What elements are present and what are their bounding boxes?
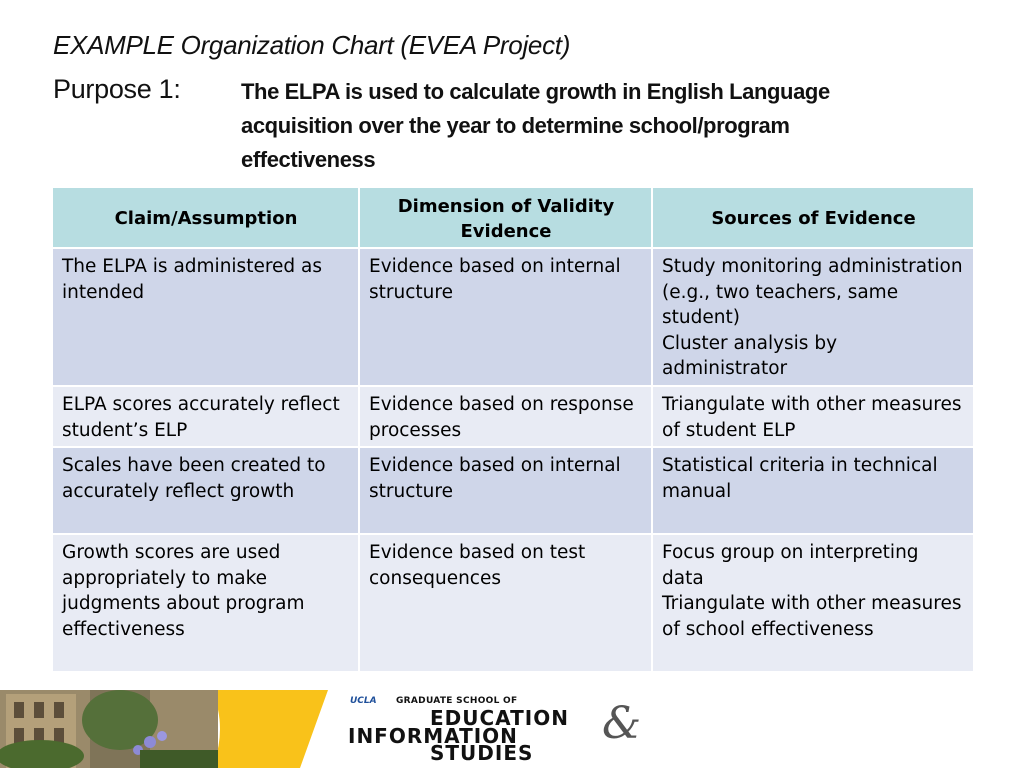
source-item: Triangulate with other measures of school effectiveness <box>662 593 962 640</box>
sources-cell <box>652 386 974 447</box>
dimension-cell: Evidence based on response processes <box>359 386 652 447</box>
purpose-text: The ELPA is used to calculate growth in English Language acquisition over the year to determine school/program effectiveness <box>241 79 830 172</box>
sources-cell <box>652 447 974 534</box>
sources-cell <box>652 534 974 672</box>
logo-studies-text: STUDIES <box>430 741 534 765</box>
campus-photo-art <box>0 690 218 768</box>
header-sources: Sources of Evidence <box>652 187 974 248</box>
sources-cell <box>652 248 974 386</box>
purpose-label: Purpose 1: <box>53 74 181 104</box>
table-header-row <box>52 187 974 248</box>
logo-education-text: EDUCATION <box>430 706 569 730</box>
logo-ampersand: & <box>602 698 642 749</box>
table-row <box>52 386 974 447</box>
source-item: Study monitoring administration (e.g., two teachers, same student) <box>662 256 963 328</box>
evidence-table <box>51 186 975 673</box>
gold-band-shape <box>212 690 328 768</box>
evidence-table-container <box>51 186 973 673</box>
dimension-cell: Evidence based on internal structure <box>359 447 652 534</box>
claim-cell: Growth scores are used appropriately to make judgments about program effectiveness <box>52 534 359 672</box>
table-row <box>52 447 974 534</box>
gseis-logo <box>344 694 674 764</box>
claim-cell: The ELPA is administered as intended <box>52 248 359 386</box>
claim-cell: Scales have been created to accurately reflect growth <box>52 447 359 534</box>
table-row <box>52 534 974 672</box>
dimension-cell: Evidence based on test consequences <box>359 534 652 672</box>
table-row <box>52 248 974 386</box>
logo-information-text: INFORMATION <box>348 724 518 748</box>
source-item: Focus group on interpreting data <box>662 542 919 589</box>
claim-cell: ELPA scores accurately reflect student’s ELP <box>52 386 359 447</box>
source-item: Cluster analysis by administrator <box>662 332 838 379</box>
logo-ucla-text: UCLA <box>350 696 377 706</box>
source-item: Triangulate with other measures of student ELP <box>662 394 962 441</box>
header-claim: Claim/Assumption <box>52 187 359 248</box>
campus-photo <box>0 690 218 768</box>
dimension-cell: Evidence based on internal structure <box>359 248 652 386</box>
footer-banner <box>0 690 1024 768</box>
source-item: Statistical criteria in technical manual <box>662 455 938 502</box>
header-dimension: Dimension of Validity Evidence <box>359 187 652 248</box>
slide-title: EXAMPLE Organization Chart (EVEA Project) <box>53 30 571 60</box>
logo-graduate-school-text: GRADUATE SCHOOL OF <box>396 696 518 706</box>
